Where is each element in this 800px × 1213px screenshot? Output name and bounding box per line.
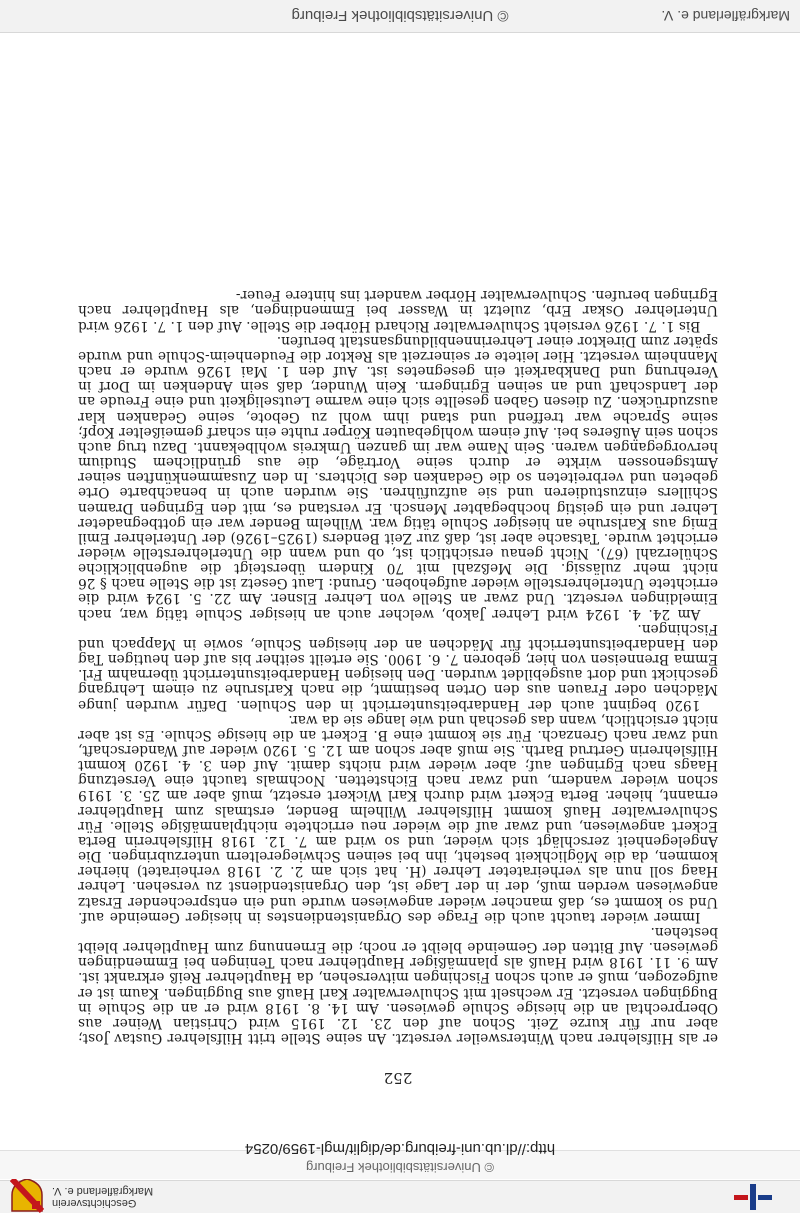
- footer-band: [0, 0, 800, 33]
- society-line2: Markgräflerland e. V.: [52, 1185, 154, 1197]
- library-copyright: © Universitätsbibliothek Freiburg: [305, 1160, 495, 1175]
- society-crest-icon: [10, 1177, 44, 1213]
- paragraph: er als Hilfslehrer nach Wintersweiler versetzt. An seine Stelle tritt Hilfslehrer Gustav Jost; aber nur für kurze Zeit. Schon auf den 23. 12. 1915 wird Christian Weiner aus Oberprechtal an die hiesige Schule gewiesen. Am 14. 8. 1918 wird er an die Schule in Buggingen versetzt. Er wechselt mit Schulverwalter Karl Hauß aus Buggingen. Kaum ist er aufgezogen, muß er auch schon Fischingen mitversehen, da Hauptlehrer Reiß erkrankt ist. Am 9. 11. 1918 wird Hauß als planmäßiger Hauptlehrer nach Teningen bei Emmendingen gewiesen. Auf Bitten der Gemeinde bleibt er noch; die Ernennung zum Hauptlehrer bleibt bestehen.: [78, 923, 718, 1046]
- ub-freiburg-logo-icon: [732, 1184, 772, 1210]
- document-url[interactable]: http://dl.ub.uni-freiburg.de/diglit/mgl-1959/0254: [244, 1140, 556, 1157]
- body-text: [78, 287, 718, 1045]
- header-band: [0, 1180, 800, 1213]
- paragraph: 1920 beginnt auch der Handarbeitsunterricht in den Schulen. Dafür wurden junge Mädchen oder Frauen aus den Orten bestimmt, die nach Karlsruhe zu einem Lehrgang geschickt und dort ausgebildet wurden. Den hiesigen Handarbeitsunterricht übernahm Frl. Emma Brenneisen von hier, geboren 7. 6. 1900. Sie erteilt seither bis auf den heutigen Tag den Handarbeitsunterricht für Mädchen an der hiesigen Schule, sowie in Mappach und Fischingen.: [78, 620, 718, 713]
- society-line1: Geschichtsverein: [52, 1197, 137, 1209]
- society-name: [52, 1185, 153, 1209]
- paragraph: Bis 1. 7. 1926 versieht Schulverwalter Richard Hörber die Stelle. Auf den 1. 7. 1926 wird Unterlehrer Oskar Erb, zuletzt in Wasser bei Emmendingen, als Hauptlehrer nach Egringen berufen. Schulverwalter Hörber wandert ins hintere Feuer-: [78, 287, 718, 334]
- footer-society: Markgräflerland e. V.: [661, 8, 790, 24]
- paragraph: Immer wieder taucht auch die Frage des Organistendienstes in hiesiger Gemeinde auf. Und so kommt es, daß mancher wieder angewiesen wurde und ein entsprechender Ersatz angewiesen werden muß, der in der Lage ist, den Organistendienst zu versehen. Lehrer Haag soll nun als verheirateter Lehrer (H. hat sich am 2. 2. 1918 verheiratet) hierher kommen, da die Möglichkeit besteht, ihn bei seinen Schwiegereltern unterzubringen. Die Angelegenheit zerschlägt sich wieder, und so wird am 7. 12. 1918 Hilfslehrerin Berta Eckert angewiesen, und zwar auf die wieder neu errichtete nichtplanmäßige Stelle. Für Schulverwalter Hauß kommt Hilfslehrer Wilhelm Bender, erstmals zum Hauptlehrer ernannt, hieher. Berta Eckert wird durch Karl Wickert ersetzt, muß aber am 25. 3. 1919 schon wieder wandern, und zwar nach Eichstetten. Nochmals taucht eine Versetzung Haags nach Egringen auf; aber wieder wird nichts damit. Auf den 3. 4. 1920 kommt Hilfslehrerin Gertrud Barth. Sie muß aber schon am 12. 5. 1920 wieder auf Wanderschaft, und zwar nach Grenzach. Für sie kommt eine B. Eckert an die hiesige Schule. Es ist aber nicht ersichtlich, wann das geschah und wie lange sie da war.: [78, 711, 718, 925]
- paragraph: Am 24. 4. 1924 wird Lehrer Jakob, welcher auch an hiesiger Schule tätig war, nach Eimeldingen versetzt. Und zwar an Stelle von Lehrer Elsner. Am 22. 5. 1924 wird die errichtete Unterlehrerstelle wieder aufgehoben. Grund: Laut Gesetz ist die Stelle nach § 26 nicht mehr zulässig. Die Meßzahl mit 70 Kindern übersteigt die augenblickliche Schülerzahl (67). Nicht genau ersichtlich ist, ob und wann die Unterlehrerstelle wieder errichtet wurde. Tatsache aber ist, daß zur Zeit Benders (1925–1926) der Unterlehrer Emil Emig aus Karlsruhe an hiesiger Schule tätig war. Wilhelm Bender war ein gottbegnadeter Lehrer und ein geistig hochbegabter Mensch. Er verstand es, mit den Egringen Dramen Schillers einzustudieren und sie aufzuführen. Sie wurden auch in benachbarte Orte gebeten und verbreiteten so die Gedanken des Dichters. In den Zusammenkünften seiner Amtsgenossen wirkte er durch seine Vorträge, die aus gründlichem Studium hervorgegangen waren. Sein Name war im ganzen Umkreis wohlbekannt. Dazu trug auch schon sein Äußeres bei. Auf einem wohlgebauten Körper ruhte ein scharf gemeißelter Kopf; seine Sprache war treffend und stand ihm wohl zu Gebote, seine Gedanken klar auszudrücken. Zu diesen Gaben gesellte sich eine warme Leutseligkeit und eine Freude an der Landschaft und an seinen Egringern. Kein Wunder, daß sein Andenken im Dorf in Verehrung und Dankbarkeit ein gesegnetes ist. Auf den 1. Mai 1926 wurde er nach Mannheim versetzt. Hier leitete er seinerzeit als Rektor die Feudenheim-Schule und wurde später zum Direktor einer Lehrerinnenbildungsanstalt berufen.: [78, 332, 718, 622]
- page-number: 252: [383, 1069, 413, 1087]
- footer-copyright: © Universitätsbibliothek Freiburg: [291, 7, 509, 24]
